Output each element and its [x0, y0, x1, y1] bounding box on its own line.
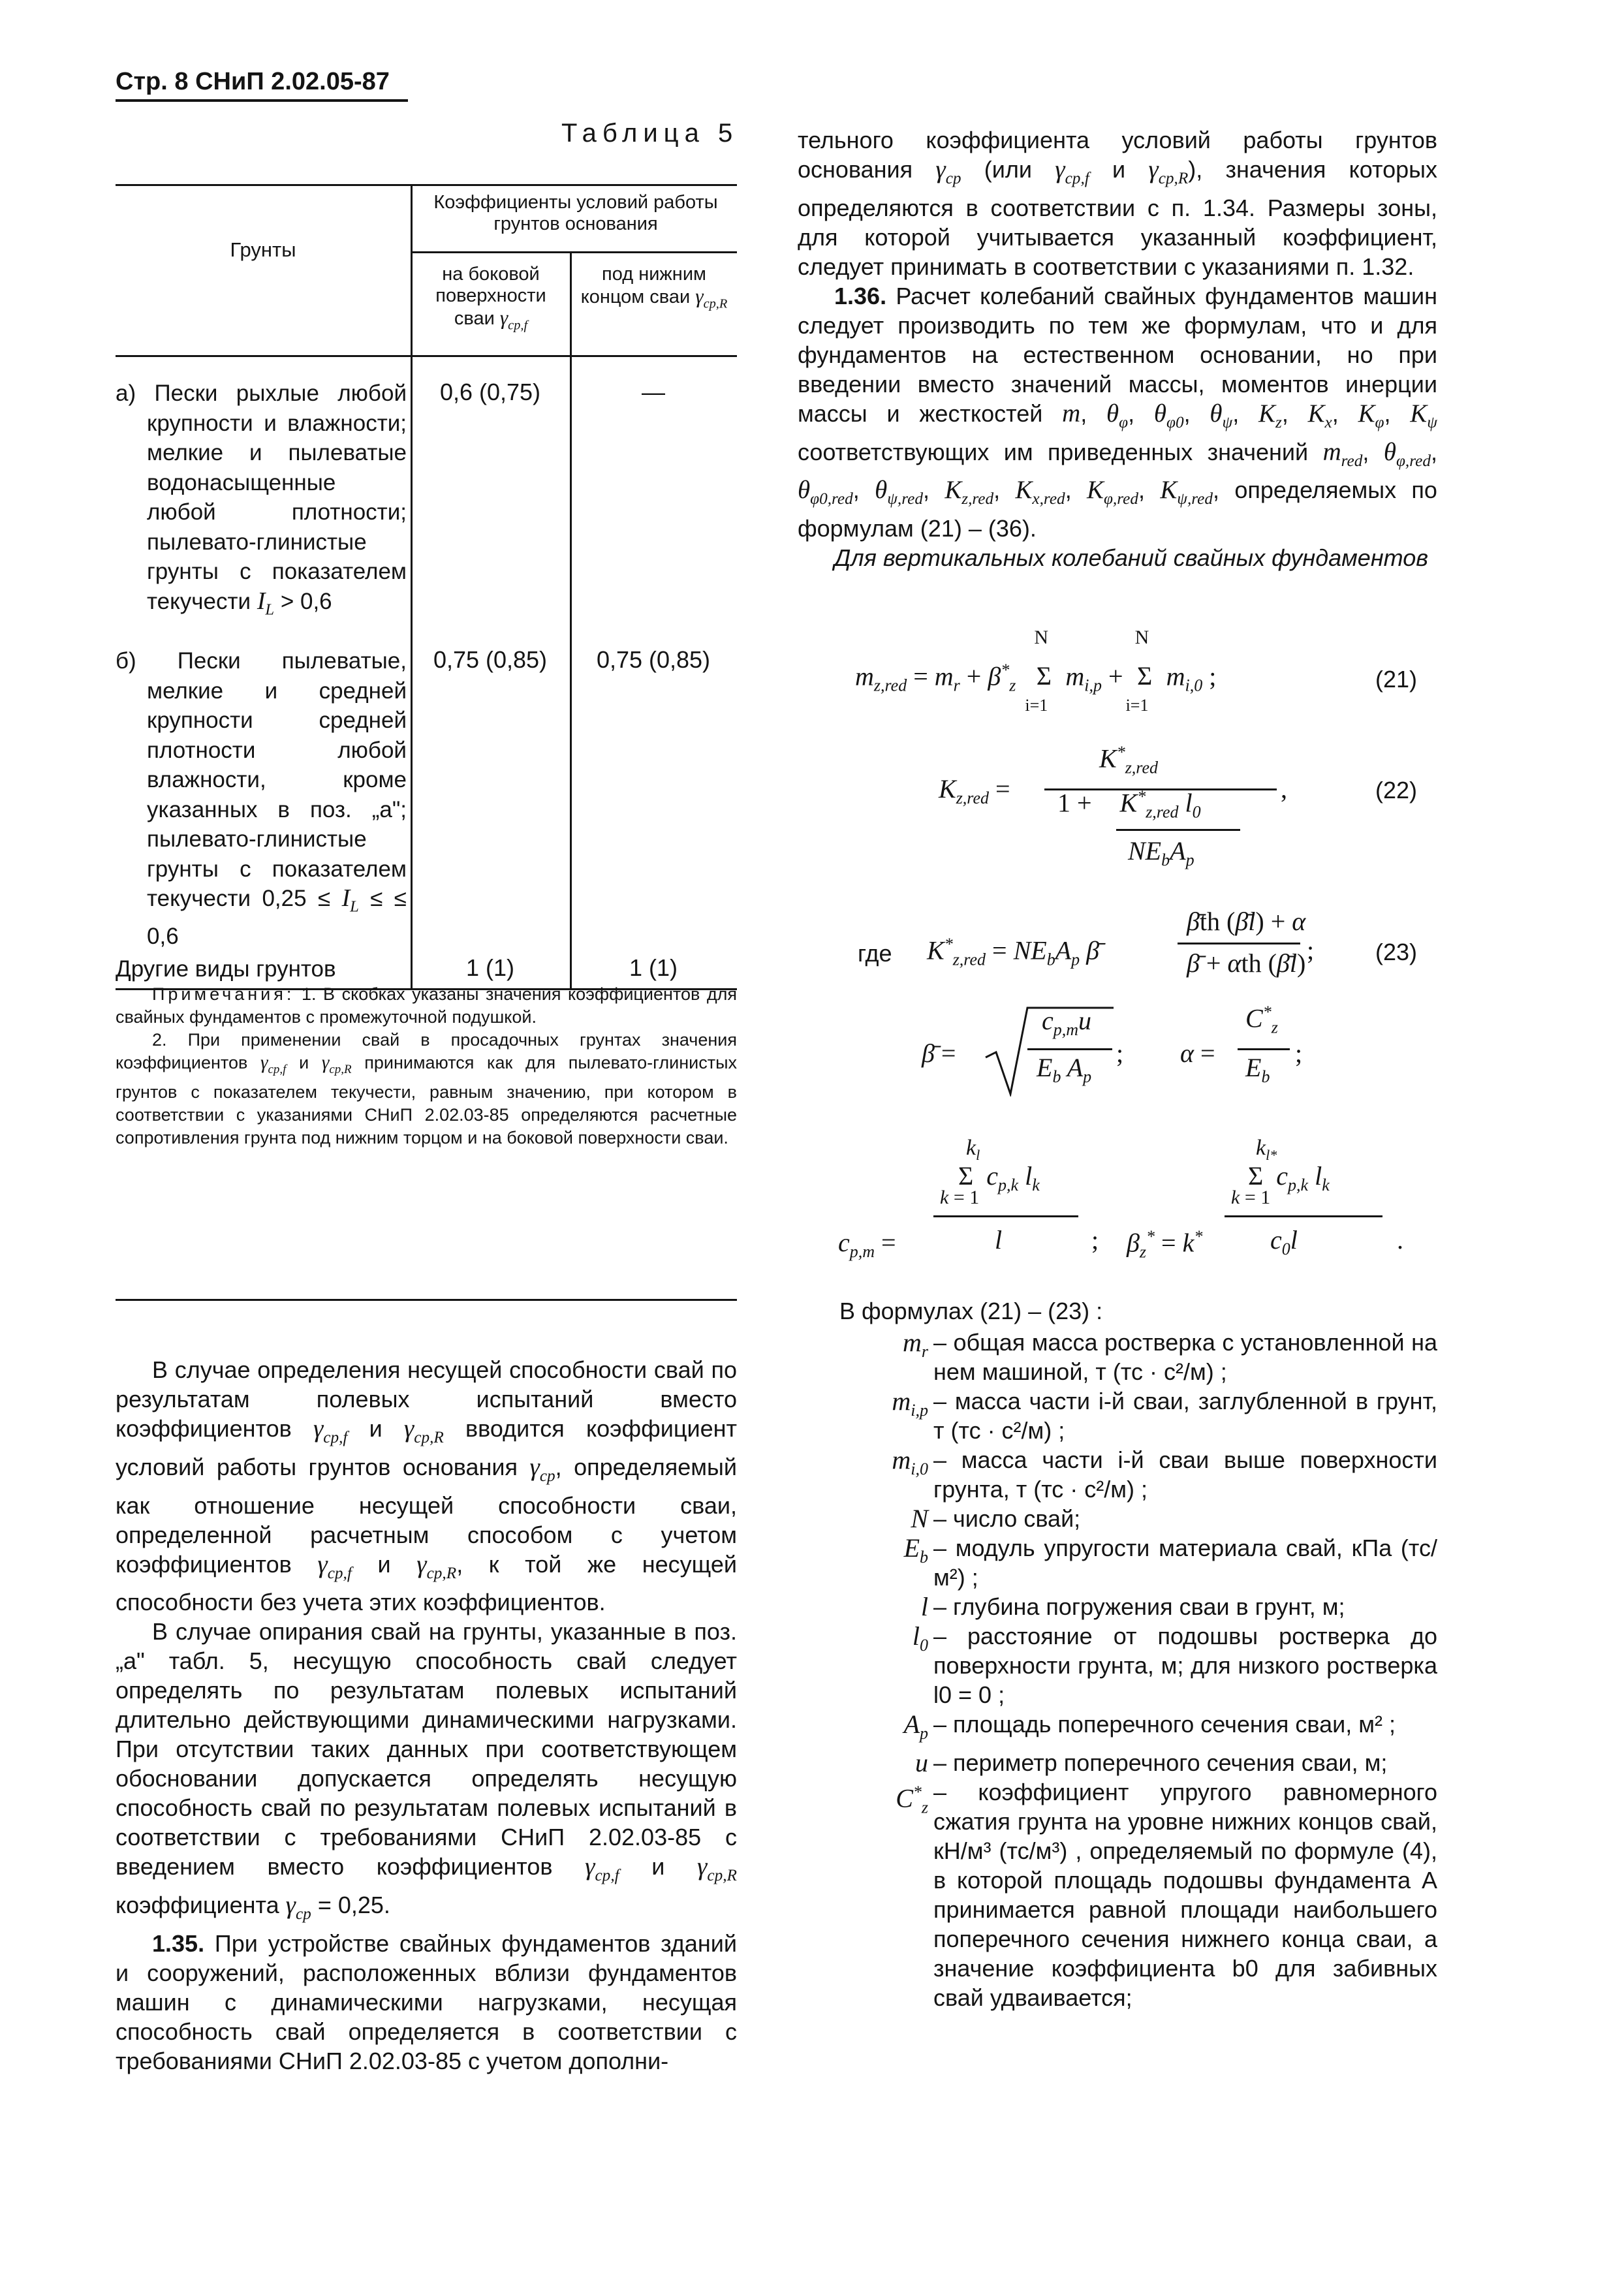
beta-fraction-bar	[1027, 1048, 1112, 1050]
legend-symbol: $m_{i,p}$	[892, 1386, 928, 1420]
beta-z-sum: Σ $c_{p,k}$ $l_k$	[1248, 1161, 1330, 1194]
legend-row-mip	[798, 1386, 1437, 1445]
equation-22-inner-bar	[1116, 829, 1240, 831]
equation-22-number: (22)	[1375, 777, 1418, 803]
left-paragraph-2: В случае опирания свай на грунты, указанные в поз. „а" табл. 5, несущую способность свай следует определять по результатам полевых испытаний длительно действующими динамическими нагрузками. При отсутствии таких данных при соответствующем обосновании допускается определять несущую способность свай по результатам полевых испытаний в соответствии с требованиями СНиП 2.02.03-85 с введением вместо коэффициентов $\gamma_{cp,f}$ и $\gamma_{cp,R}$ коэффициента $\gamma_{cp} = 0,25$.	[116, 1618, 737, 1923]
legend-symbol: $C^*_z$	[896, 1783, 928, 1817]
equation-23-numerator: β̄th (β̄l) + α	[1187, 907, 1306, 936]
cpm-semicolon: ;	[1091, 1225, 1099, 1255]
formulas-intro: В формулах (21) – (23) :	[839, 1298, 1103, 1324]
alpha-semicolon: ;	[1295, 1038, 1303, 1068]
cpm-definition: $c_{p,m}$ =	[838, 1228, 896, 1261]
right-paragraph-2: 1.36. Расчет колебаний свайных фундаментов машин следует производить по тем же формулам, что и для фундаментов на естественном основании, но при введении вместо значений массы, моментов инерции массы и жесткостей m, $\theta_\varphi$, $\theta_{\varphi 0}$, $\theta_\psi$, $K_z$, $K_x$, $K_\varphi$, $K_\psi$ соответствующих им приведенных значений $m_{red}$, $\theta_{\varphi,red}$, $\theta_{\varphi 0,red}$, $\theta_{\psi,red}$, $K_{z,red}$, $K_{x,red}$, $K_{\varphi,red}$, $K_{\psi,red}$, определяемых по формулам (21) – (36).	[798, 282, 1437, 542]
cpm-fraction-bar	[933, 1215, 1078, 1217]
left-column-text	[116, 1355, 737, 2076]
right-paragraph-3: Для вертикальных колебаний свайных фундаментов	[834, 544, 1429, 572]
left-paragraph-3	[116, 1929, 737, 2076]
legend-row-cz	[798, 1777, 1437, 2012]
table-row-a-side: 0,6 (0,75)	[439, 379, 541, 405]
where-label: где	[858, 940, 892, 967]
beta-z-lower-limit: k = 1	[1231, 1187, 1271, 1208]
clause-1-35-text: При устройстве свайных фундаментов зданий и сооружений, расположенных вблизи фундаментов машин с динамическими нагрузками, несущая способность свай определяется в соответствии с требованиями СНиП 2.02.03-85 с учетом дополни-	[116, 1929, 737, 2074]
legend-text: – общая масса ростверка с установленной на нем машиной, т (тс · с²/м) ;	[933, 1329, 1437, 1385]
equation-22-inner-denominator: $NE_bA_p$	[1128, 836, 1195, 869]
table-header-rule	[116, 355, 737, 357]
cpm-denominator: l	[995, 1225, 1003, 1255]
beta-z-star-definition: $\beta_z^* = k^*$	[1127, 1227, 1203, 1262]
legend-symbol: $E_b$	[903, 1533, 928, 1567]
legend-row-mi0	[798, 1445, 1437, 1504]
col-end-header: под нижним концом сваи $\gamma_{cp,R}$	[580, 264, 728, 311]
legend-row-n	[798, 1504, 1437, 1533]
legend-text: – периметр поперечного сечения сваи, м;	[933, 1749, 1388, 1776]
equation-23-semicolon: ;	[1307, 935, 1315, 965]
table-row-c-side: 1 (1)	[465, 954, 515, 981]
table-caption: Таблица 5	[561, 119, 739, 148]
legend-symbol: $m_r$	[902, 1328, 928, 1361]
equation-23-number: (23)	[1375, 939, 1418, 965]
legend-text: – расстояние от подошвы ростверка до поверхности грунта, м; для низкого ростверка l0 = 0 ;	[933, 1623, 1437, 1708]
equation-21-number: (21)	[1375, 666, 1418, 693]
alpha-definition: α =	[1180, 1038, 1215, 1068]
legend-text: – коэффициент упругого равномерного сжатия грунта на уровне нижних концов свай, кН/м³ (тс/м³) , определяемый по формуле (4), в которой площадь подошвы фундамента A принимается равной площади наибольшего поперечного сечения нижнего конца сваи, а значение коэффициента b0 для забивных свай удваивается;	[933, 1779, 1437, 2011]
legend-text: – глубина погружения сваи в грунт, м;	[933, 1593, 1345, 1620]
legend-row-l	[798, 1592, 1437, 1621]
alpha-denominator: $E_b$	[1245, 1053, 1270, 1086]
table-row-c-soil: Другие виды грунтов	[116, 956, 336, 982]
col-group-header: Коэффициенты условий работы грунтов основания	[433, 192, 718, 234]
table-row-b-side: 0,75 (0,85)	[433, 646, 548, 673]
legend-row-mr	[798, 1328, 1437, 1386]
legend-row-eb	[798, 1533, 1437, 1592]
equation-23-denominator: β̄ + αth (β̄l)	[1187, 948, 1306, 978]
legend-symbol: $m_{i,0}$	[892, 1445, 928, 1478]
legend-row-l0	[798, 1621, 1437, 1709]
legend-text: – площадь поперечного сечения сваи, м² ;	[933, 1711, 1396, 1738]
equation-22-numerator: $K^*_{z,red}$	[1099, 743, 1158, 777]
cpm-lower-limit: k = 1	[940, 1187, 980, 1208]
table-5	[116, 184, 737, 988]
equation-21: $m_{z,red} = m_r + \beta^*_z$ Σ N i=1 $m_{i,p} + \Sigma$ N i=1 $m_{i,0}$ ;	[855, 627, 1217, 715]
clause-1-36: 1.36.	[834, 282, 887, 309]
legend-symbol: u	[915, 1748, 928, 1777]
table-row-b-soil: б) Пески пылеватые, мелкие и средней крупности средней плотности любой влажности, кроме указанных в поз. „а"; пылевато-глинистые грунты с показателем текучести $0,25 \le I_L$ ≤ ≤ 0,6	[116, 648, 407, 950]
right-paragraph-1: тельного коэффициента условий работы грунтов основания $\gamma_{cp}$ (или $\gamma_{cp,f}$ и $\gamma_{cp,R}$), значения которых определяются в соответствии с п. 1.34. Размеры зоны, для которой учитывается указанный коэффициент, следует принимать в соответствии с указаниями п. 1.32.	[798, 127, 1438, 280]
legend-symbol: l	[920, 1592, 928, 1621]
beta-z-fraction-bar	[1225, 1215, 1382, 1217]
note-2: 2. При применении свай в просадочных грунтах значения коэффициентов $\gamma_{cp,f}$ и $\gamma_{cp,R}$ принимаются как для пылевато-глинистых грунтов с показателем текучести, равным значению, при котором в соответствии с указаниями СНиП 2.02.03-85 определяются расчетные сопротивления грунта под нижним торцом и на боковой поверхности сваи.	[116, 1030, 737, 1147]
equation-22-comma: ,	[1281, 774, 1287, 803]
cpm-sum: Σ $c_{p,k}$ $l_k$	[958, 1161, 1040, 1194]
equation-22-denominator: $1 + K^*_{z,red}$ $l_0$	[1057, 787, 1201, 822]
table-row-a-soil: а) Пески рыхлые любой крупности и влажности; мелкие и пылеватые водонасыщенные любой плотности; пылевато-глинистые грунты с показателем текучести $I_L > 0,6$	[116, 381, 407, 619]
table-row-c-end: 1 (1)	[629, 954, 678, 981]
table-vline-1	[411, 184, 413, 988]
page-header: Стр. 8 СНиП 2.02.05-87	[116, 68, 390, 95]
legend-text: – модуль упругости материала свай, кПа (тс/м²) ;	[933, 1535, 1437, 1591]
header-rule	[116, 99, 408, 102]
legend-text: – масса части i-й сваи выше поверхности грунта, т (тс · с²/м) ;	[933, 1446, 1437, 1503]
notes-label: Примечания:	[152, 984, 295, 1004]
cpm-upper-limit: $k_l$	[966, 1136, 980, 1163]
clause-1-35: 1.35.	[152, 1929, 205, 1957]
note-1: Примечания: 1. В скобках указаны значения коэффициентов для свайных фундаментов с промежуточной подушкой.	[116, 984, 737, 1027]
col-soils-header: Грунты	[230, 238, 296, 261]
alpha-fraction-bar	[1238, 1048, 1290, 1050]
beta-numerator: $c_{p,m}u$	[1042, 1006, 1092, 1039]
legend-row-u	[798, 1748, 1437, 1777]
legend-row-ap	[798, 1709, 1437, 1748]
beta-z-denominator: $c_0l$	[1270, 1225, 1298, 1258]
legend-symbol: $l_0$	[912, 1621, 928, 1655]
beta-z-period: .	[1397, 1225, 1403, 1255]
legend-text: – число свай;	[933, 1505, 1081, 1532]
col-side-header: на боковой поверхности сваи $\gamma_{cp,f}$	[435, 264, 546, 333]
beta-denominator: $E_b$ $A_p$	[1037, 1053, 1092, 1086]
notes-bottom-rule	[116, 1299, 737, 1301]
left-paragraph-1: В случае определения несущей способности свай по результатам полевых испытаний вместо коэффициентов $\gamma_{cp,f}$ и $\gamma_{cp,R}$ вводится коэффициент условий работы грунтов основания $\gamma_{cp}$, определяемый как отношение несущей способности сваи, определенной расчетным способом с учетом коэффициентов $\gamma_{cp,f}$ и $\gamma_{cp,R}$, к той же несущей способности без учета этих коэффициентов.	[116, 1356, 737, 1616]
beta-z-upper-limit: $k_{l*}$	[1256, 1136, 1277, 1163]
equation-22-lhs: $K_{z,red}$ =	[939, 774, 1010, 807]
table-notes	[116, 983, 737, 1149]
legend-text: – масса части i-й сваи, заглубленной в грунт, т (тс · с²/м) ;	[933, 1388, 1437, 1444]
table-group-rule	[411, 251, 737, 253]
table-vline-2	[570, 251, 572, 988]
alpha-numerator: $C^*_z$	[1245, 1003, 1278, 1037]
beta-bar-definition: β̄ =	[922, 1038, 956, 1068]
symbol-legend	[798, 1328, 1437, 2012]
table-row-b-end: 0,75 (0,85)	[596, 646, 711, 673]
equation-23-fraction-bar	[1178, 943, 1300, 944]
right-column-text	[798, 125, 1437, 572]
table-top-rule	[116, 184, 737, 186]
legend-symbol: $A_p$	[903, 1709, 928, 1743]
legend-symbol: N	[911, 1504, 928, 1533]
beta-semicolon: ;	[1116, 1038, 1124, 1068]
equation-23-lhs: $K^*_{z,red} = NE_bA_p$ β̄	[927, 935, 1100, 969]
table-row-a-end: —	[642, 379, 665, 405]
